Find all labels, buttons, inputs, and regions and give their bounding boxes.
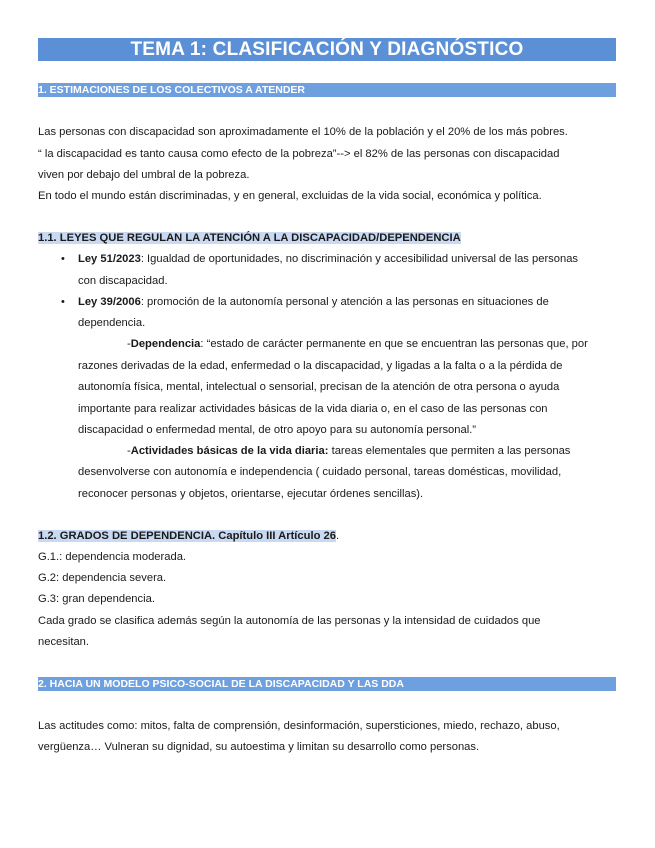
grade-2: G.2: dependencia severa. [38,572,167,584]
grade-1: G.1.: dependencia moderada. [38,551,187,563]
term: Actividades básicas de la vida diaria: [130,445,329,457]
dash: - [127,445,131,457]
grade-note-2: necesitan. [38,636,89,648]
s1-line-1: Las personas con discapacidad son aproximadamente el 10% de la población y el 20% de los más pobres. [38,126,568,138]
bullet-ley-51-2023-cont: con discapacidad. [78,275,168,287]
section-1-1-heading [38,231,461,245]
dependencia-line-4: discapacidad o enfermedad mental, de otro apoyo para su autonomía personal.” [78,424,477,436]
bullet-icon: • [61,296,65,308]
dependencia-line-2: autonomía física, mental, intelectual o sensorial, precisan de la atención de otra persona o ayuda [78,381,560,393]
grade-3: G.3: gran dependencia. [38,593,155,605]
section-1-2-heading-text: 1.2. GRADOS DE DEPENDENCIA. Capítulo III Artículo 26 [38,530,336,542]
s1-line-4: En todo el mundo están discriminadas, y en general, excluidas de la vida social, económica y política. [38,190,542,202]
term: Dependencia [130,338,201,350]
section-1-1-heading-text: 1.1. LEYES QUE REGULAN LA ATENCIÓN A LA DISCAPACIDAD/DEPENDENCIA [38,232,461,244]
law-text: : promoción de la autonomía personal y atención a las personas en situaciones de [140,296,549,308]
page-title: TEMA 1: CLASIFICACIÓN Y DIAGNÓSTICO [38,38,616,61]
section-1-heading: 1. ESTIMACIONES DE LOS COLECTIVOS A ATENDER [38,83,616,97]
actividades-line-1: desenvolverse con autonomía e independencia ( cuidado personal, tareas domésticas, movilidad, [78,466,562,478]
grade-note-1: Cada grado se clasifica además según la autonomía de las personas y la intensidad de cuidados que [38,615,541,627]
bullet-ley-51-2023 [78,252,578,266]
law-text: : Igualdad de oportunidades, no discriminación y accesibilidad universal de las personas [140,253,579,265]
actividades-line-2: reconocer personas y objetos, orientarse, ejecutar órdenes sencillas). [78,488,424,500]
dash: - [127,338,131,350]
law-name: Ley 51/2023 [78,253,141,265]
s2-line-2: vergüenza… Vulneran su dignidad, su autoestima y limitan su desarrollo como personas. [38,741,480,753]
s1-line-3: viven por debajo del umbral de la pobreza. [38,169,250,181]
definition-text: : “estado de carácter permanente en que se encuentran las personas que, por [200,338,588,350]
dependencia-line-1: razones derivadas de la edad, enfermedad o la discapacidad, y ligadas a la falta o a la pérdida de [78,360,563,372]
bullet-icon: • [61,253,65,265]
actividades-definition [127,444,570,458]
s2-line-1: Las actitudes como: mitos, falta de comprensión, desinformación, supersticiones, miedo, rechazo, abuso, [38,720,560,732]
law-name: Ley 39/2006 [78,296,141,308]
section-2-heading: 2. HACIA UN MODELO PSICO-SOCIAL DE LA DISCAPACIDAD Y LAS DDA [38,677,616,691]
definition-text: tareas elementales que permiten a las personas [328,445,571,457]
section-1-2-heading [38,529,339,543]
dependencia-line-3: importante para realizar actividades básicas de la vida diaria o, en el caso de las personas con [78,403,548,415]
dependencia-definition [127,337,588,351]
heading-tail: . [335,530,340,542]
bullet-ley-39-2006-cont: dependencia. [78,317,146,329]
bullet-ley-39-2006 [78,295,549,309]
s1-line-2: “ la discapacidad es tanto causa como efecto de la pobreza”--> el 82% de las personas con discapacidad [38,148,560,160]
